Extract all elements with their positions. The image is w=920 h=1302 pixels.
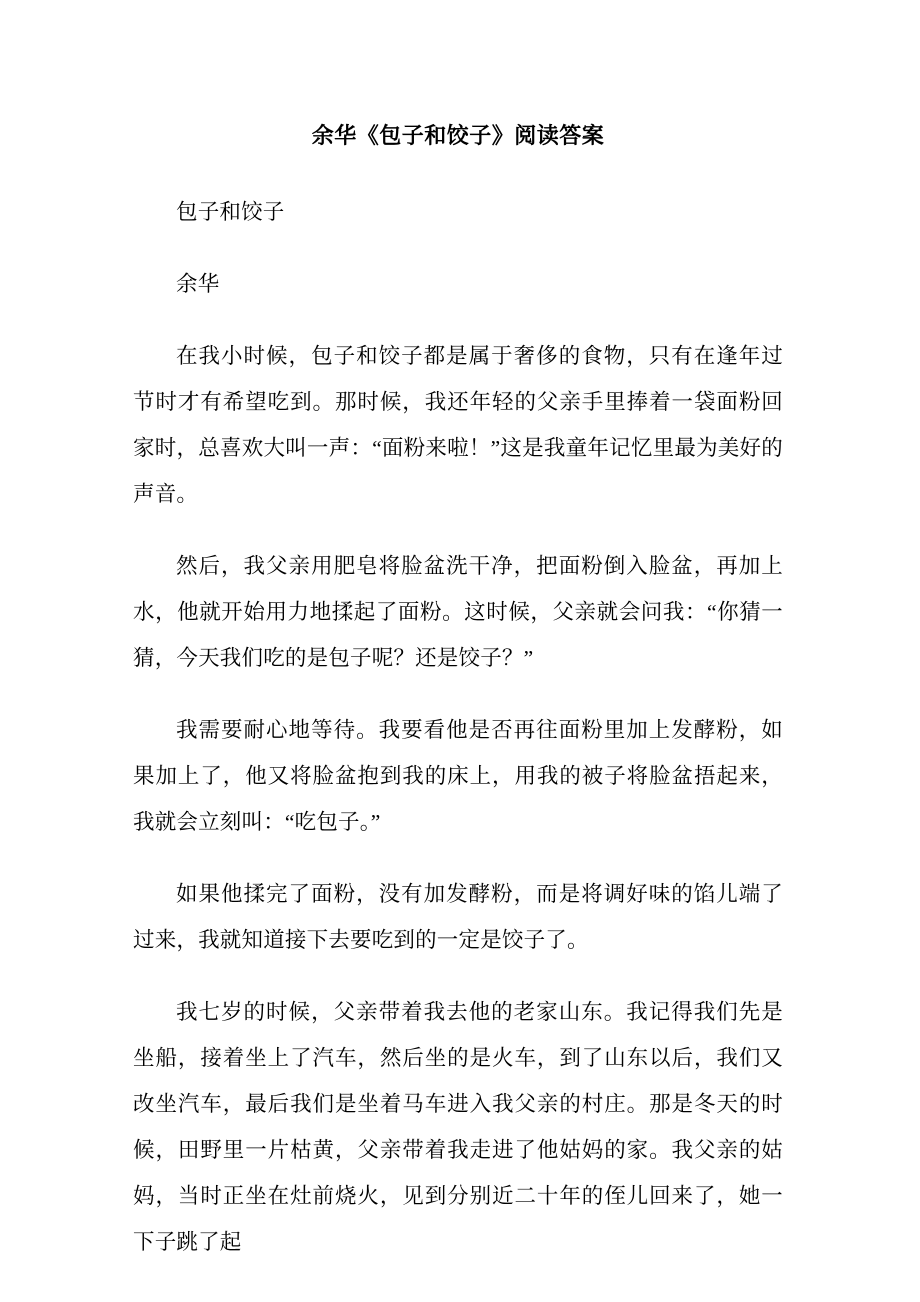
document-title: 余华《包子和饺子》阅读答案 [311,123,605,148]
article-heading: 包子和饺子 [176,200,285,224]
article-paragraph: 在我小时候，包子和饺子都是属于奢侈的食物，只有在逢年过节时才有希望吃到。那时候，我还年轻的父亲手里捧着一袋面粉回家时，总喜欢大叫一声：“面粉来啦！”这是我童年记忆里最为美好的声音。 [133,344,783,506]
article-paragraph: 如果他揉完了面粉，没有加发酵粉，而是将调好味的馅儿端了过来，我就知道接下去要吃到的一定是饺子了。 [133,882,783,952]
article-author: 余华 [176,272,220,296]
article-paragraph: 我七岁的时候，父亲带着我去他的老家山东。我记得我们先是坐船，接着坐上了汽车，然后坐的是火车，到了山东以后，我们又改坐汽车，最后我们是坐着马车进入我父亲的村庄。那是冬天的时候，田野里一片枯黄，父亲带着我走进了他姑妈的家。我父亲的姑妈，当时正坐在灶前烧火，见到分别近二十年的侄儿回来了，她一下子跳了起 [133,1000,783,1254]
article-paragraph: 我需要耐心地等待。我要看他是否再往面粉里加上发酵粉，如果加上了，他又将脸盆抱到我的床上，用我的被子将脸盆捂起来，我就会立刻叫：“吃包子。” [133,718,783,834]
article-paragraph: 然后，我父亲用肥皂将脸盆洗干净，把面粉倒入脸盆，再加上水，他就开始用力地揉起了面粉。这时候，父亲就会问我：“你猜一猜，今天我们吃的是包子呢？还是饺子？” [133,554,783,670]
